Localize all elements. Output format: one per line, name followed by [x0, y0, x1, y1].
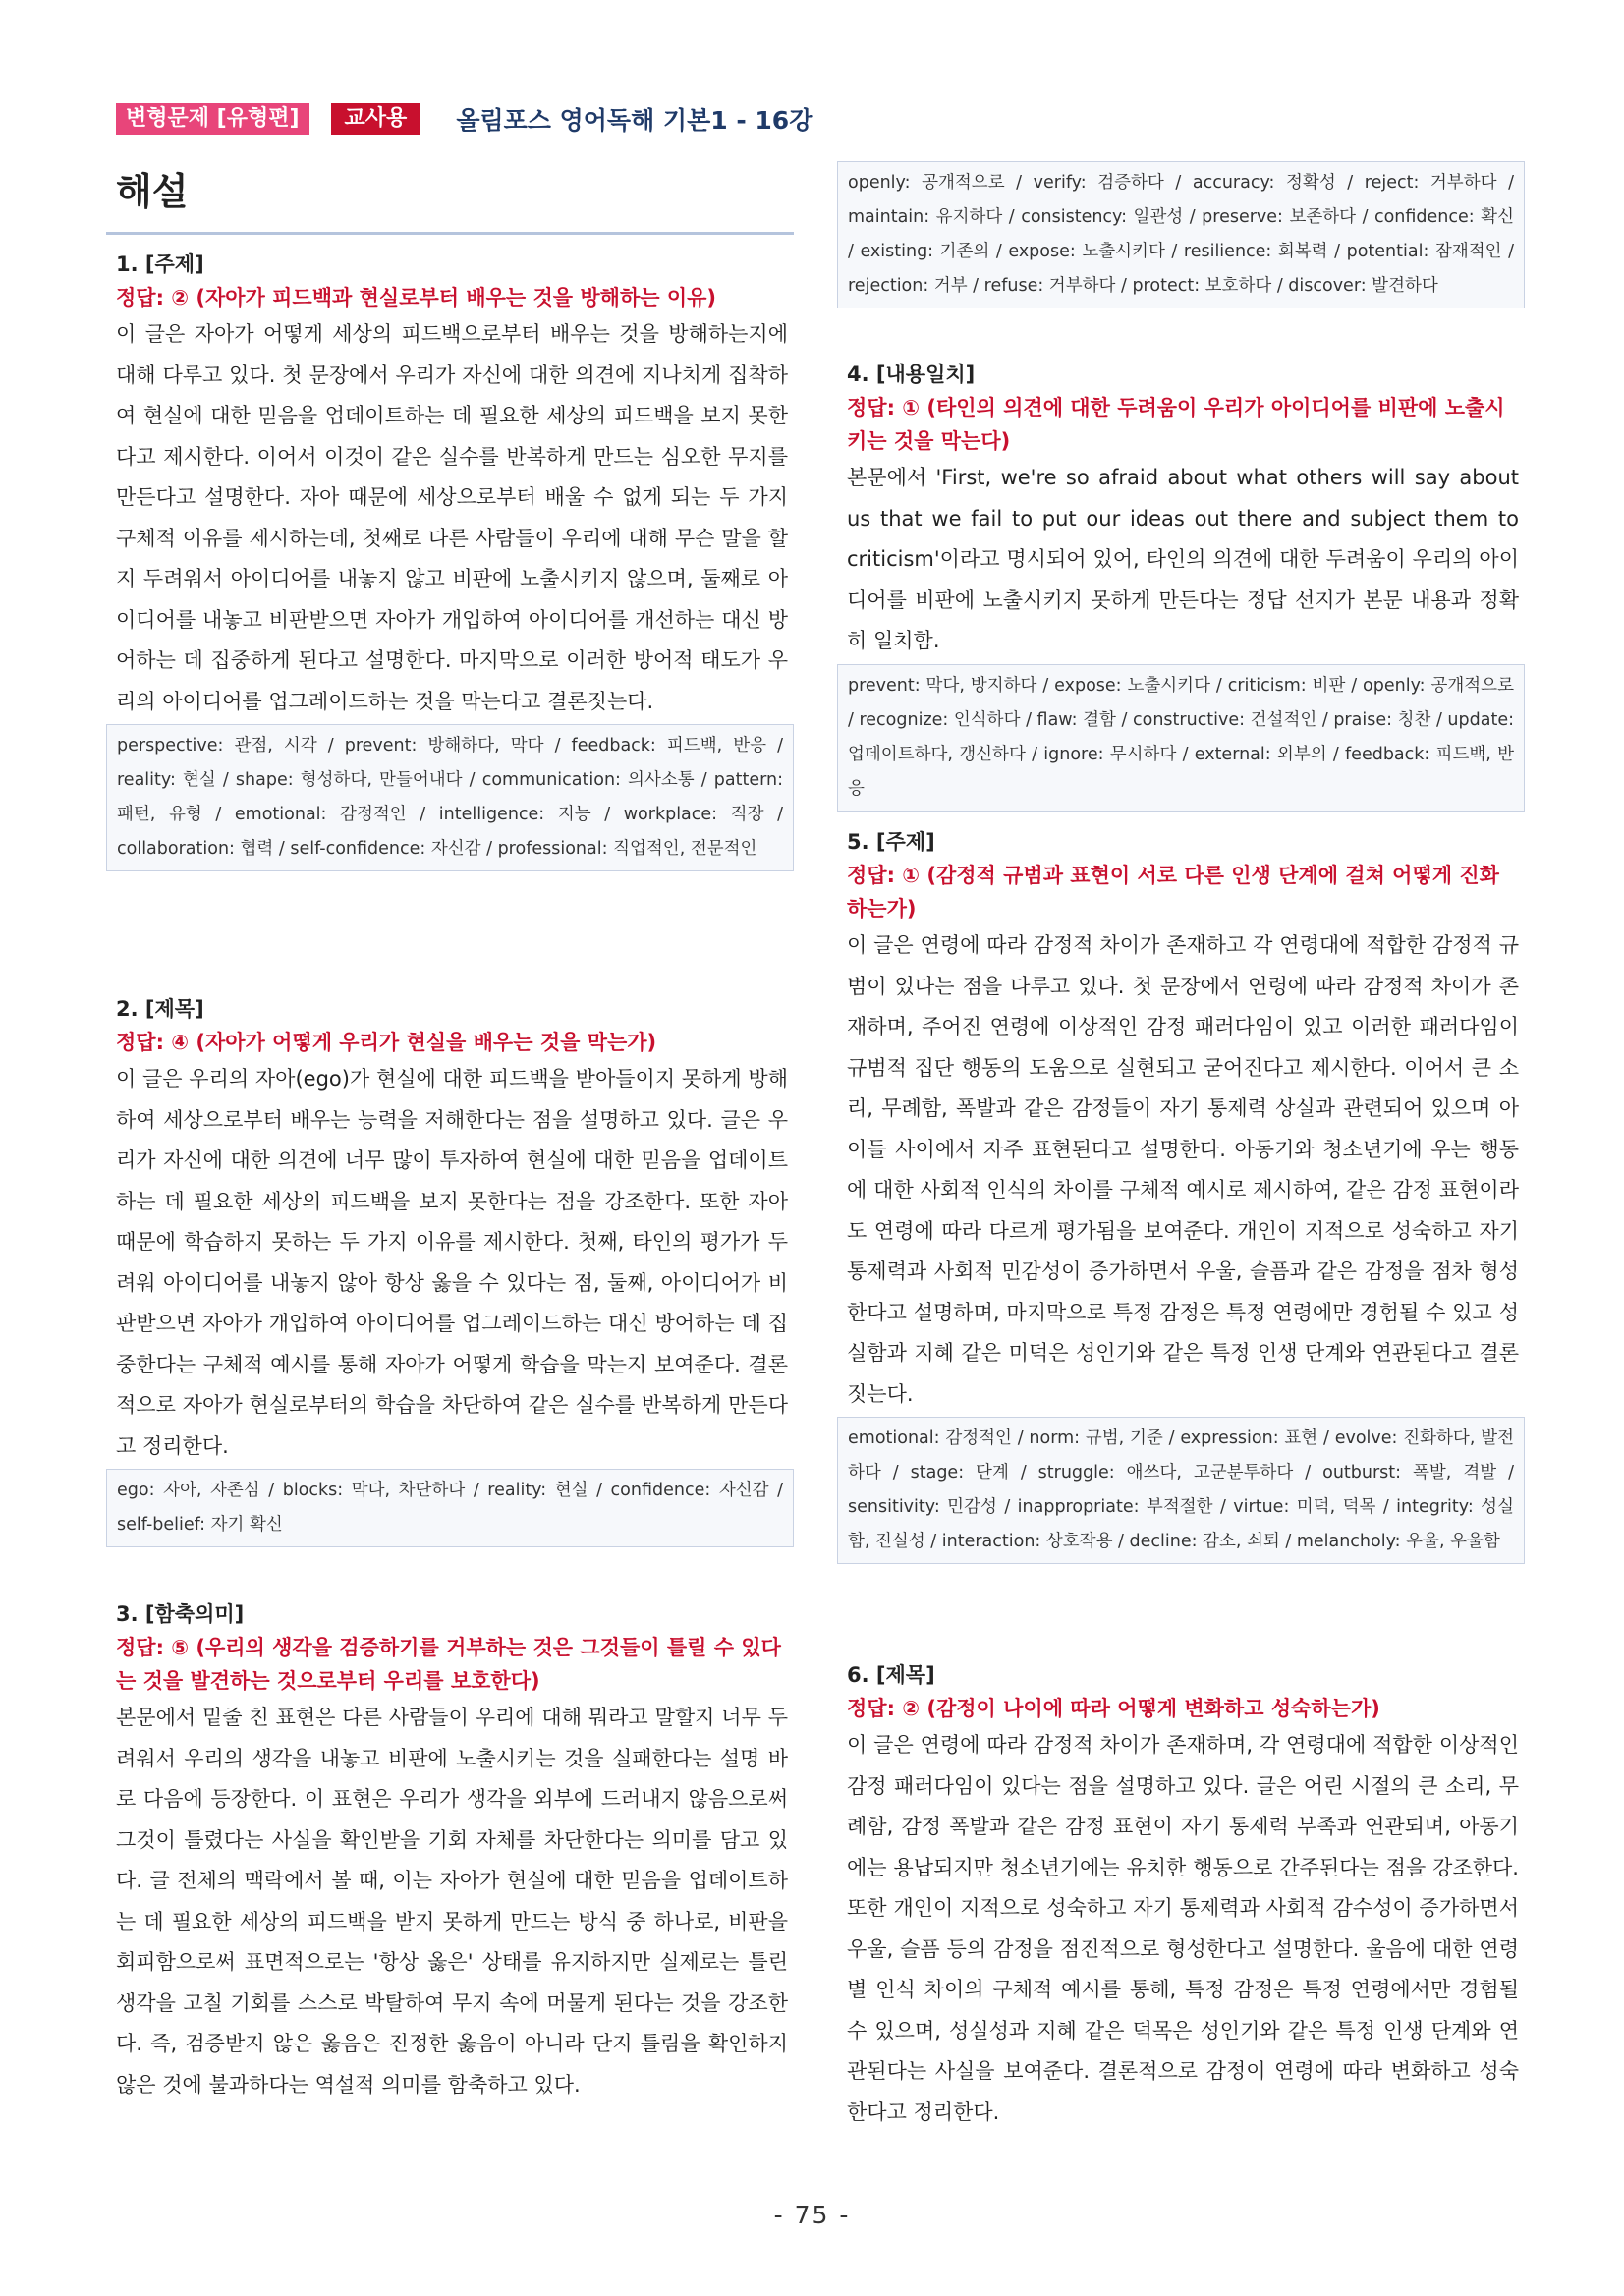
- section-3-answer: 정답: ⑤ (우리의 생각을 검증하기를 거부하는 것은 그것들이 틀릴 수 있다는 것을 발견하는 것으로부터 우리를 보호한다): [116, 1636, 781, 1693]
- section-2-body: 이 글은 우리의 자아(ego)가 현실에 대한 피드백을 받아들이지 못하게 방해하여 세상으로부터 배우는 능력을 저해한다는 점을 설명하고 있다. 글은 우리가 자신에 대한 의견에 너무 많이 투자하여 현실에 대한 믿음을 업데이트하는 데 필요한 세상의 피드백을 보지 못한다는 점을 강조한다. 또한 자아 때문에 학습하지 못하는 두 가지 이유를 제시한다. 첫째, 타인의 평가가 두려워 아이디어를 내놓지 않아 항상 옳을 수 있다는 점, 둘째, 아이디어가 비판받으면 자아가 개입하여 아이디어를 업그레이드하는 대신 방어하는 데 집중한다는 구체적 예시를 통해 자아가 어떻게 학습을 막는지 보여준다. 결론적으로 자아가 현실로부터의 학습을 차단하여 같은 실수를 반복하게 만든다고 정리한다.: [116, 1067, 788, 1458]
- section-5-answer: 정답: ① (감정적 규범과 표현이 서로 다른 인생 단계에 걸쳐 어떻게 진화하는가): [847, 864, 1499, 921]
- section-6-heading: 6. [제목]: [847, 1663, 935, 1687]
- section-2-vocab: ego: 자아, 자존심 / blocks: 막다, 차단하다 / reality: 현실 / confidence: 자신감 / self-belief: 자기 확신: [106, 1469, 794, 1547]
- section-5: [837, 825, 1525, 1564]
- section-6-answer: 정답: ② (감정이 나이에 따라 어떻게 변화하고 성숙하는가): [847, 1697, 1380, 1720]
- section-3-body: 본문에서 밑줄 친 표현은 다른 사람들이 우리에 대해 뭐라고 말할지 너무 두려워서 우리의 생각을 내놓고 비판에 노출시키는 것을 실패한다는 설명 바로 다음에 등장한다. 이 표현은 우리가 생각을 외부에 드러내지 않음으로써 그것이 틀렸다는 사실을 확인받을 기회 자체를 차단한다는 의미를 담고 있다. 글 전체의 맥락에서 볼 때, 이는 자아가 현실에 대한 믿음을 업데이트하는 데 필요한 세상의 피드백을 받지 못하게 만드는 방식 중 하나로, 비판을 회피함으로써 표면적으로는 '항상 옳은' 상태를 유지하지만 실제로는 틀린 생각을 고칠 기회를 스스로 박탈하여 무지 속에 머물게 된다는 것을 강조한다. 즉, 검증받지 않은 옳음은 진정한 옳음이 아니라 단지 틀림을 확인하지 않은 것에 불과하다는 역설적 의미를 함축하고 있다.: [116, 1706, 788, 2097]
- teacher-badge: 교사용: [331, 103, 421, 135]
- page-header: [116, 102, 812, 136]
- section-1-body: 이 글은 자아가 어떻게 세상의 피드백으로부터 배우는 것을 방해하는지에 대해 다루고 있다. 첫 문장에서 우리가 자신에 대한 의견에 지나치게 집착하여 현실에 대한 믿음을 업데이트하는 데 필요한 세상의 피드백을 보지 못한다고 제시한다. 이어서 이것이 같은 실수를 반복하게 만드는 심오한 무지를 만든다고 설명한다. 자아 때문에 세상으로부터 배울 수 없게 되는 두 가지 구체적 이유를 제시하는데, 첫째로 다른 사람들이 우리에 대해 무슨 말을 할지 두려워서 아이디어를 내놓지 않고 비판에 노출시키지 않으며, 둘째로 아이디어를 내놓고 비판받으면 자아가 개입하여 아이디어를 개선하는 대신 방어하는 데 집중하게 된다고 설명한다. 마지막으로 이러한 방어적 태도가 우리의 아이디어를 업그레이드하는 것을 막는다고 결론짓는다.: [116, 322, 788, 713]
- section-5-heading: 5. [주제]: [847, 830, 935, 854]
- section-1-heading: 1. [주제]: [116, 252, 204, 276]
- section-3-vocab-block: [837, 161, 1525, 308]
- section-3-heading: 3. [함축의미]: [116, 1602, 245, 1626]
- section-5-body: 이 글은 연령에 따라 감정적 차이가 존재하고 각 연령대에 적합한 감정적 규범이 있다는 점을 다루고 있다. 첫 문장에서 연령에 따라 감정적 차이가 존재하며, 주어진 연령에 이상적인 감정 패러다임이 있고 이러한 패러다임이 규범적 집단 행동의 도움으로 실현되고 굳어진다고 제시한다. 이어서 큰 소리, 무례함, 폭발과 같은 감정들이 자기 통제력 상실과 관련되어 있으며 아이들 사이에서 자주 표현된다고 설명한다. 아동기와 청소년기에 우는 행동에 대한 사회적 인식의 차이를 구체적 예시로 제시하여, 같은 감정 표현이라도 연령에 따라 다르게 평가됨을 보여준다. 개인이 지적으로 성숙하고 자기 통제력과 사회적 민감성이 증가하면서 우울, 슬픔과 같은 감정을 점차 형성한다고 설명하며, 마지막으로 특정 감정은 특정 연령에만 경험될 수 있고 성실함과 지혜 같은 미덕은 성인기와 같은 특정 인생 단계와 연관된다고 결론짓는다.: [847, 933, 1519, 1406]
- section-1-answer: 정답: ② (자아가 피드백과 현실로부터 배우는 것을 방해하는 이유): [116, 286, 717, 309]
- page-number: - 75 -: [773, 2201, 851, 2229]
- section-2: [106, 992, 794, 1547]
- section-3: [106, 1597, 794, 2105]
- section-4: [837, 358, 1525, 812]
- header-title: 올림포스 영어독해 기본1 - 16강: [456, 106, 813, 135]
- section-6: [837, 1658, 1525, 2133]
- section-5-vocab: emotional: 감정적인 / norm: 규범, 기준 / expression: 표현 / evolve: 진화하다, 발전하다 / stage: 단계 / struggle: 애쓰다, 고군분투하다 / outburst: 폭발, 격발 / sensitivity: 민감성 / inappropriate: 부적절한 / virtue: 미덕, 덕목 / integrity: 성실함, 진실성 / interaction: 상호작용 / decline: 감소, 쇠퇴 / melancholy: 우울, 우울함: [837, 1417, 1525, 1564]
- section-4-heading: 4. [내용일치]: [847, 363, 976, 386]
- section-1: [106, 248, 794, 871]
- section-1-vocab: perspective: 관점, 시각 / prevent: 방해하다, 막다 / feedback: 피드백, 반응 / reality: 현실 / shape: 형성하다, 만들어내다 / communication: 의사소통 / pattern: 패턴, 유형 / emotional: 감정적인 / intelligence: 지능 / workplace: 직장 / collaboration: 협력 / self-confidence: 자신감 / professional: 직업적인, 전문적인: [106, 724, 794, 871]
- section-4-vocab: prevent: 막다, 방지하다 / expose: 노출시키다 / criticism: 비판 / openly: 공개적으로 / recognize: 인식하다 / flaw: 결함 / constructive: 건설적인 / praise: 칭찬 / update: 업데이트하다, 갱신하다 / ignore: 무시하다 / external: 외부의 / feedback: 피드백, 반응: [837, 664, 1525, 812]
- section-4-body: 본문에서 'First, we're so afraid about what others will say about us that we fail to put our ideas out there and subject them to criticism'이라고 명시되어 있어, 타인의 의견에 대한 두려움이 우리의 아이디어를 비판에 노출시키지 못하게 만든다는 정답 선지가 본문 내용과 정확히 일치함.: [847, 466, 1519, 652]
- section-2-answer: 정답: ④ (자아가 어떻게 우리가 현실을 배우는 것을 막는가): [116, 1031, 657, 1054]
- category-badge: 변형문제 [유형편]: [116, 103, 309, 135]
- page-title: 해설: [116, 170, 189, 213]
- section-4-answer: 정답: ① (타인의 의견에 대한 두려움이 우리가 아이디어를 비판에 노출시키는 것을 막는다): [847, 396, 1505, 453]
- section-6-body: 이 글은 연령에 따라 감정적 차이가 존재하며, 각 연령대에 적합한 이상적인 감정 패러다임이 있다는 점을 설명하고 있다. 글은 어린 시절의 큰 소리, 무례함, 감정 폭발과 같은 감정 표현이 자기 통제력 부족과 연관되며, 아동기에는 용납되지만 청소년기에는 유치한 행동으로 간주된다는 점을 강조한다. 또한 개인이 지적으로 성숙하고 자기 통제력과 사회적 감수성이 증가하면서 우울, 슬픔 등의 감정을 점진적으로 형성한다고 설명한다. 울음에 대한 연령별 인식 차이의 구체적 예시를 통해, 특정 감정은 특정 연령에서만 경험될 수 있으며, 성실성과 지혜 같은 덕목은 성인기와 같은 특정 인생 단계와 연관된다는 사실을 보여준다. 결론적으로 감정이 연령에 따라 변화하고 성숙한다고 정리한다.: [847, 1733, 1519, 2124]
- title-divider: [106, 232, 794, 235]
- section-2-heading: 2. [제목]: [116, 997, 204, 1021]
- section-3-vocab: openly: 공개적으로 / verify: 검증하다 / accuracy: 정확성 / reject: 거부하다 / maintain: 유지하다 / consistency: 일관성 / preserve: 보존하다 / confidence: 확신 / existing: 기존의 / expose: 노출시키다 / resilience: 회복력 / potential: 잠재적인 / rejection: 거부 / refuse: 거부하다 / protect: 보호하다 / discover: 발견하다: [837, 161, 1525, 308]
